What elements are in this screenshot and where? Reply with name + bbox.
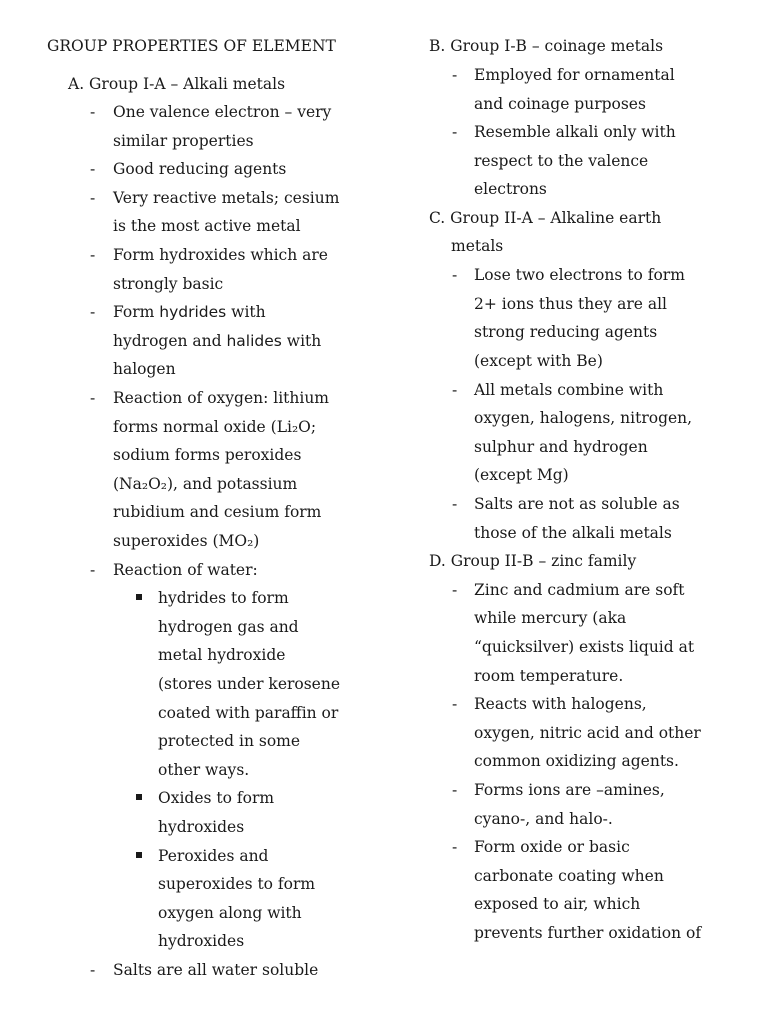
bullet-dash: - [90,389,96,407]
bullet-dash: - [452,838,458,856]
sub-list-item: coated with paraffin or [158,704,339,722]
square-bullet-icon [136,846,142,858]
document-title: GROUP PROPERTIES OF ELEMENT [47,37,336,55]
bullet-dash: - [452,581,458,599]
list-item: Resemble alkali only with [474,123,676,141]
bullet-dash: - [452,781,458,799]
list-item: common oxidizing agents. [474,752,679,770]
sub-list-item: Oxides to form [158,789,275,807]
text-segment: with [281,332,322,350]
bullet-dash: - [90,189,96,207]
heading-group-iia-cont: metals [451,237,504,255]
list-item: strong reducing agents [474,323,658,341]
list-item: cyano-, and halo-. [474,810,613,828]
list-item: those of the alkali metals [474,524,672,542]
list-item: is the most active metal [113,217,301,235]
bullet-dash: - [90,561,96,579]
bullet-dash: - [90,961,96,979]
heading-group-iib: D. Group II-B – zinc family [429,552,637,570]
heading-group-ib: B. Group I-B – coinage metals [429,37,664,55]
list-item [113,302,266,322]
list-item: superoxides (MO₂) [113,532,260,550]
list-item: Salts are all water soluble [113,961,319,979]
list-item: exposed to air, which [474,895,641,913]
sub-list-item: other ways. [158,761,250,779]
list-item: (except with Be) [474,352,603,370]
list-item: halogen [113,360,176,378]
sub-list-item: hydroxides [158,818,245,836]
bullet-dash: - [90,160,96,178]
list-item: All metals combine with [474,381,664,399]
sub-list-item: hydrides to form [158,589,289,607]
sub-list-item: oxygen along with [158,904,302,922]
list-item: Form hydroxides which are [113,246,328,264]
list-item: similar properties [113,132,254,150]
list-item: electrons [474,180,547,198]
text-segment: Form [113,303,160,321]
bullet-dash: - [452,381,458,399]
list-item: strongly basic [113,275,224,293]
bullet-dash: - [90,246,96,264]
text-segment: with [226,303,266,321]
list-item: Form oxide or basic [474,838,630,856]
bullet-dash: - [452,66,458,84]
sub-list-item: metal hydroxide [158,646,286,664]
list-item: respect to the valence [474,152,649,170]
list-item: “quicksilver) exists liquid at [474,638,695,656]
list-item: Reacts with halogens, [474,695,647,713]
list-item: prevents further oxidation of [474,924,702,942]
bullet-dash: - [452,123,458,141]
square-bullet-icon [136,588,142,600]
list-item: Very reactive metals; cesium [113,189,340,207]
list-item: (Na₂O₂), and potassium [113,475,298,493]
list-item: Forms ions are –amines, [474,781,665,799]
list-item: while mercury (aka [474,609,627,627]
list-item: oxygen, halogens, nitrogen, [474,409,693,427]
sub-list-item: hydrogen gas and [158,618,299,636]
list-item: 2+ ions thus they are all [474,295,667,313]
list-item: sulphur and hydrogen [474,438,648,456]
list-item: forms normal oxide (Li₂O; [113,418,317,436]
text-segment: hydrogen and [113,332,227,350]
sub-list-item: protected in some [158,732,301,750]
sub-list-item: Peroxides and [158,847,269,865]
list-item: carbonate coating when [474,867,664,885]
bullet-dash: - [452,266,458,284]
list-item [113,331,321,351]
list-item: Zinc and cadmium are soft [474,581,685,599]
list-item: room temperature. [474,667,624,685]
list-item: Good reducing agents [113,160,287,178]
square-bullet-icon [136,788,142,800]
list-item: and coinage purposes [474,95,646,113]
sub-list-item: (stores under kerosene [158,675,341,693]
bullet-dash: - [90,303,96,321]
heading-group-iia: C. Group II-A – Alkaline earth [429,209,662,227]
list-item: Lose two electrons to form [474,266,685,284]
list-item: sodium forms peroxides [113,446,302,464]
bullet-dash: - [452,495,458,513]
bullet-dash: - [90,103,96,121]
list-item: Reaction of oxygen: lithium [113,389,330,407]
list-item: rubidium and cesium form [113,503,322,521]
list-item: Salts are not as soluble as [474,495,680,513]
sub-list-item: superoxides to form [158,875,316,893]
term-hydrides: hydrides [159,303,227,321]
list-item: One valence electron – very [113,103,332,121]
bullet-dash: - [452,695,458,713]
term-halides: halides [226,332,282,350]
heading-group-ia: A. Group I-A – Alkali metals [68,75,286,93]
list-item: Reaction of water: [113,561,258,579]
sub-list-item: hydroxides [158,932,245,950]
list-item: Employed for ornamental [474,66,675,84]
list-item: (except Mg) [474,466,569,484]
list-item: oxygen, nitric acid and other [474,724,701,742]
